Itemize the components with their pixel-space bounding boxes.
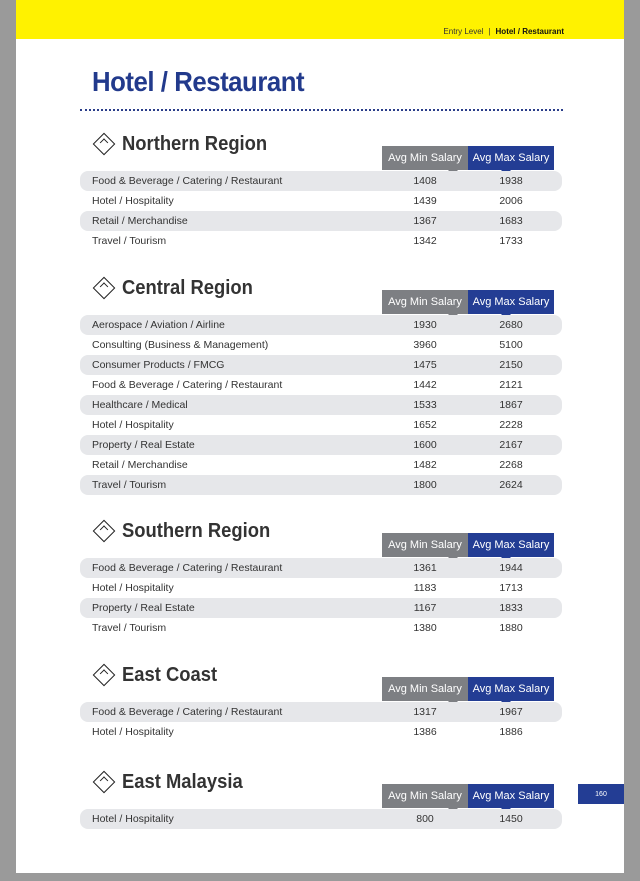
max-salary-cell: 2167 [499,439,523,451]
max-salary-cell: 5100 [499,339,523,351]
diamond-arrow-icon [93,277,116,300]
min-salary-cell: 1361 [413,562,437,574]
page-number: 160 [578,784,624,804]
section-title: Southern Region [122,519,271,542]
avg-max-salary-header: Avg Max Salary [468,784,554,808]
table-row [80,578,562,598]
salary-table [80,315,562,495]
min-salary-cell: 1442 [413,379,437,391]
min-salary-cell: 1167 [413,602,437,614]
section-title: Northern Region [122,132,268,155]
breadcrumb-category: Hotel / Restaurant [495,27,564,36]
max-salary-cell: 1733 [499,235,523,247]
header-bar [16,0,624,39]
table-row [80,191,562,211]
table-row [80,171,562,191]
max-salary-cell: 1938 [499,175,523,187]
table-row [80,435,562,455]
industry-cell: Hotel / Hospitality [92,582,174,594]
max-salary-cell: 1880 [499,622,523,634]
table-row [80,415,562,435]
avg-max-salary-header: Avg Max Salary [468,146,554,170]
max-salary-cell: 1450 [499,813,523,825]
max-salary-cell: 1886 [499,726,523,738]
min-salary-cell: 1380 [413,622,437,634]
table-row [80,375,562,395]
diamond-arrow-icon [93,520,116,543]
min-salary-cell: 1317 [413,706,437,718]
salary-table [80,809,562,829]
max-salary-cell: 2624 [499,479,523,491]
max-salary-cell: 1967 [499,706,523,718]
industry-cell: Aerospace / Aviation / Airline [92,319,225,331]
industry-cell: Food & Beverage / Catering / Restaurant [92,379,283,391]
industry-cell: Property / Real Estate [92,602,195,614]
min-salary-cell: 1600 [413,439,437,451]
industry-cell: Property / Real Estate [92,439,195,451]
section-title: East Coast [122,663,218,686]
table-row [80,231,562,251]
min-salary-cell: 800 [416,813,434,825]
min-salary-cell: 1800 [413,479,437,491]
min-salary-cell: 1533 [413,399,437,411]
avg-max-salary-header: Avg Max Salary [468,533,554,557]
section-title: East Malaysia [122,770,243,793]
industry-cell: Hotel / Hospitality [92,195,174,207]
diamond-arrow-icon [93,664,116,687]
table-row [80,702,562,722]
industry-cell: Food & Beverage / Catering / Restaurant [92,562,283,574]
avg-min-salary-header: Avg Min Salary [382,290,468,314]
min-salary-cell: 1930 [413,319,437,331]
max-salary-cell: 1713 [499,582,523,594]
max-salary-cell: 2150 [499,359,523,371]
salary-table [80,702,562,742]
max-salary-cell: 1833 [499,602,523,614]
industry-cell: Hotel / Hospitality [92,726,174,738]
avg-min-salary-header: Avg Min Salary [382,146,468,170]
section-heading [92,131,280,157]
max-salary-cell: 2268 [499,459,523,471]
avg-min-salary-header: Avg Min Salary [382,533,468,557]
diamond-arrow-icon [93,771,116,794]
salary-table [80,171,562,251]
max-salary-cell: 1867 [499,399,523,411]
breadcrumb [443,27,564,36]
min-salary-cell: 1183 [413,582,437,594]
min-salary-cell: 1386 [413,726,437,738]
industry-cell: Travel / Tourism [92,235,167,247]
table-row [80,355,562,375]
avg-min-salary-header: Avg Min Salary [382,784,468,808]
max-salary-cell: 1683 [499,215,523,227]
industry-cell: Retail / Merchandise [92,459,188,471]
section-heading [92,518,283,544]
industry-cell: Consulting (Business & Management) [92,339,269,351]
avg-max-salary-header: Avg Max Salary [468,290,554,314]
industry-cell: Travel / Tourism [92,622,167,634]
table-row [80,558,562,578]
table-row [80,455,562,475]
table-row [80,475,562,495]
min-salary-cell: 1482 [413,459,437,471]
industry-cell: Food & Beverage / Catering / Restaurant [92,706,283,718]
table-row [80,211,562,231]
table-row [80,618,562,638]
industry-cell: Food & Beverage / Catering / Restaurant [92,175,283,187]
table-row [80,335,562,355]
industry-cell: Retail / Merchandise [92,215,188,227]
min-salary-cell: 1408 [413,175,437,187]
avg-min-salary-header: Avg Min Salary [382,677,468,701]
section-heading [92,769,253,795]
table-row [80,722,562,742]
industry-cell: Hotel / Hospitality [92,813,174,825]
max-salary-cell: 2680 [499,319,523,331]
page-title: Hotel / Restaurant [92,66,305,97]
min-salary-cell: 1475 [413,359,437,371]
section-title: Central Region [122,276,253,299]
max-salary-cell: 2228 [499,419,523,431]
min-salary-cell: 1342 [413,235,437,247]
table-row [80,395,562,415]
table-row [80,598,562,618]
max-salary-cell: 2006 [499,195,523,207]
min-salary-cell: 3960 [413,339,437,351]
max-salary-cell: 1944 [499,562,523,574]
industry-cell: Hotel / Hospitality [92,419,174,431]
table-row [80,809,562,829]
min-salary-cell: 1439 [413,195,437,207]
breadcrumb-separator: | [488,27,491,36]
avg-max-salary-header: Avg Max Salary [468,677,554,701]
salary-table [80,558,562,638]
breadcrumb-level: Entry Level [443,27,484,36]
diamond-arrow-icon [93,133,116,156]
min-salary-cell: 1652 [413,419,437,431]
industry-cell: Consumer Products / FMCG [92,359,225,371]
industry-cell: Travel / Tourism [92,479,167,491]
title-divider [80,109,563,111]
max-salary-cell: 2121 [499,379,523,391]
industry-cell: Healthcare / Medical [92,399,188,411]
document-page [16,0,624,873]
section-heading [92,662,225,688]
table-row [80,315,562,335]
min-salary-cell: 1367 [413,215,437,227]
section-heading [92,275,264,301]
